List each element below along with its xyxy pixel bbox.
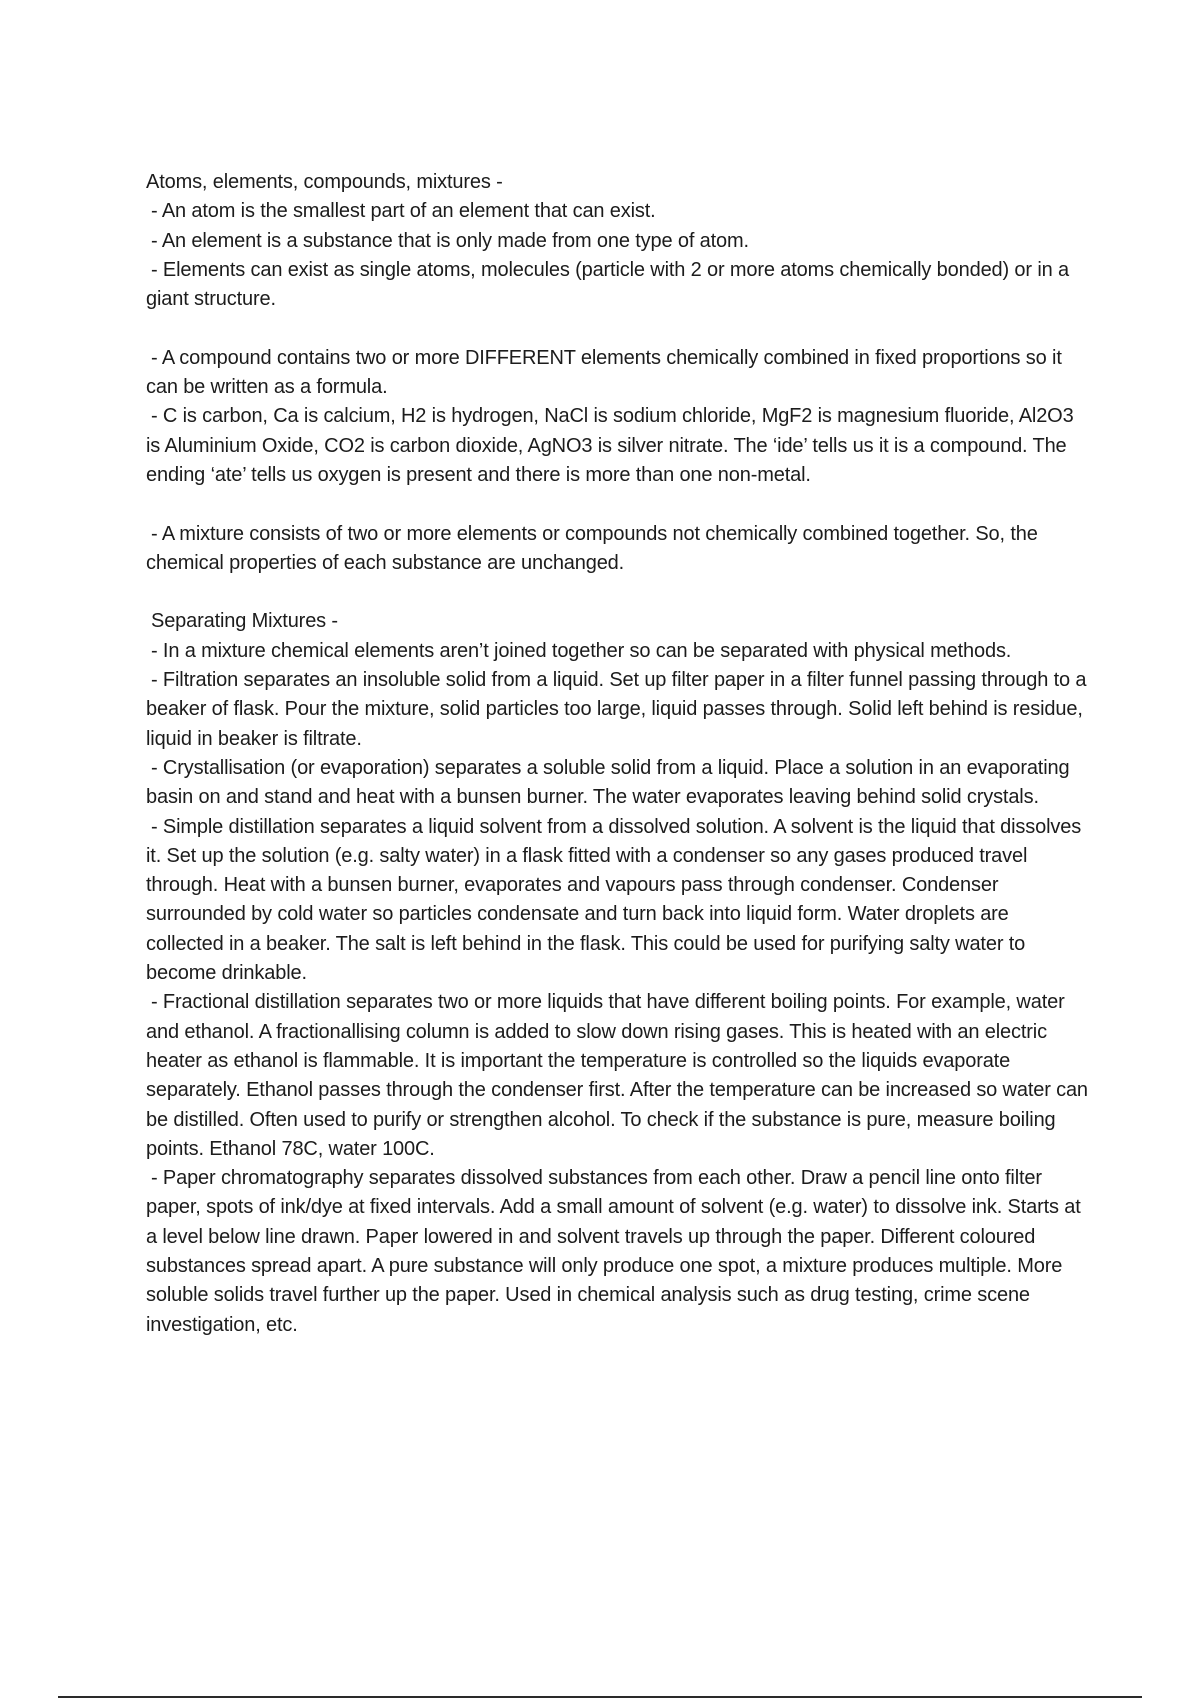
paragraph-paper-chromatography: - Paper chromatography separates dissolved substances from each other. Draw a pencil line onto filter paper, spots of ink/dye at fixed intervals. Add a small amount of solvent (e.g. water) to dissolve ink. Starts at a level below line drawn. Paper lowered in and solvent travels up through the paper. Different coloured substances spread apart. A pure substance will only produce one spot, a mixture produces multiple. More soluble solids travel further up the paper. Used in chemical analysis such as drug testing, crime scene investigation, etc. <box>146 1167 1081 1336</box>
paragraph-mixture-definition: - A mixture consists of two or more elements or compounds not chemically combined together. So, the chemical properties of each substance are unchanged. <box>146 522 1038 574</box>
heading-atoms-elements: Atoms, elements, compounds, mixtures - <box>146 171 503 193</box>
paragraph-simple-distillation: - Simple distillation separates a liquid solvent from a dissolved solution. A solvent is the liquid that dissolves it. Set up the solution (e.g. salty water) in a flask fitted with a condenser so any gases produced travel through. Heat with a bunsen burner, evaporates and vapours pass through condenser. Condenser surrounded by cold water so particles condensate and turn back into liquid form. Water droplets are collected in a beaker. The salt is left behind in the flask. This could be used for purifying salty water to become drinkable. <box>146 815 1082 985</box>
paragraph-element-definition: - An element is a substance that is only made from one type of atom. <box>151 229 749 252</box>
document-body <box>146 168 1091 1340</box>
paragraph-element-forms: - Elements can exist as single atoms, molecules (particle with 2 or more atoms chemically bonded) or in a giant structure. <box>146 258 1069 311</box>
paragraph-filtration: - Filtration separates an insoluble solid from a liquid. Set up filter paper in a filter funnel passing through to a beaker of flask. Pour the mixture, solid particles too large, liquid passes through. Solid left behind is residue, liquid in beaker is filtrate. <box>146 669 1087 750</box>
heading-separating-mixtures: Separating Mixtures - <box>151 610 338 633</box>
paragraph-spacer <box>146 578 1091 607</box>
paragraph-physical-methods: - In a mixture chemical elements aren’t joined together so can be separated with physical methods. <box>151 639 1012 662</box>
paragraph-atom-definition: - An atom is the smallest part of an element that can exist. <box>151 200 656 223</box>
footer-rule <box>58 1696 1142 1698</box>
paragraph-spacer <box>146 314 1091 343</box>
paragraph-chemical-names: - C is carbon, Ca is calcium, H2 is hydrogen, NaCl is sodium chloride, MgF2 is magnesium fluoride, Al2O3 is Aluminium Oxide, CO2 is carbon dioxide, AgNO3 is silver nitrate. The ‘ide’ tells us it is a compound. The ending ‘ate’ tells us oxygen is present and there is more than one non-metal. <box>146 405 1074 486</box>
paragraph-fractional-distillation: - Fractional distillation separates two or more liquids that have different boiling points. For example, water and ethanol. A fractionallising column is added to slow down rising gases. This is heated with an electric heater as ethanol is flammable. It is important the temperature is controlled so the liquids evaporate separately. Ethanol passes through the condenser first. After the temperature can be increased so water can be distilled. Often used to purify or strengthen alcohol. To check if the substance is pure, measure boiling points. Ethanol 78C, water 100C. <box>146 991 1088 1160</box>
paragraph-compound-definition: - A compound contains two or more DIFFERENT elements chemically combined in fixed proportions so it can be written as a formula. <box>146 346 1062 399</box>
paragraph-spacer <box>146 490 1091 519</box>
paragraph-crystallisation: - Crystallisation (or evaporation) separates a soluble solid from a liquid. Place a solution in an evaporating basin on and stand and heat with a bunsen burner. The water evaporates leaving behind solid crystals. <box>146 756 1070 809</box>
